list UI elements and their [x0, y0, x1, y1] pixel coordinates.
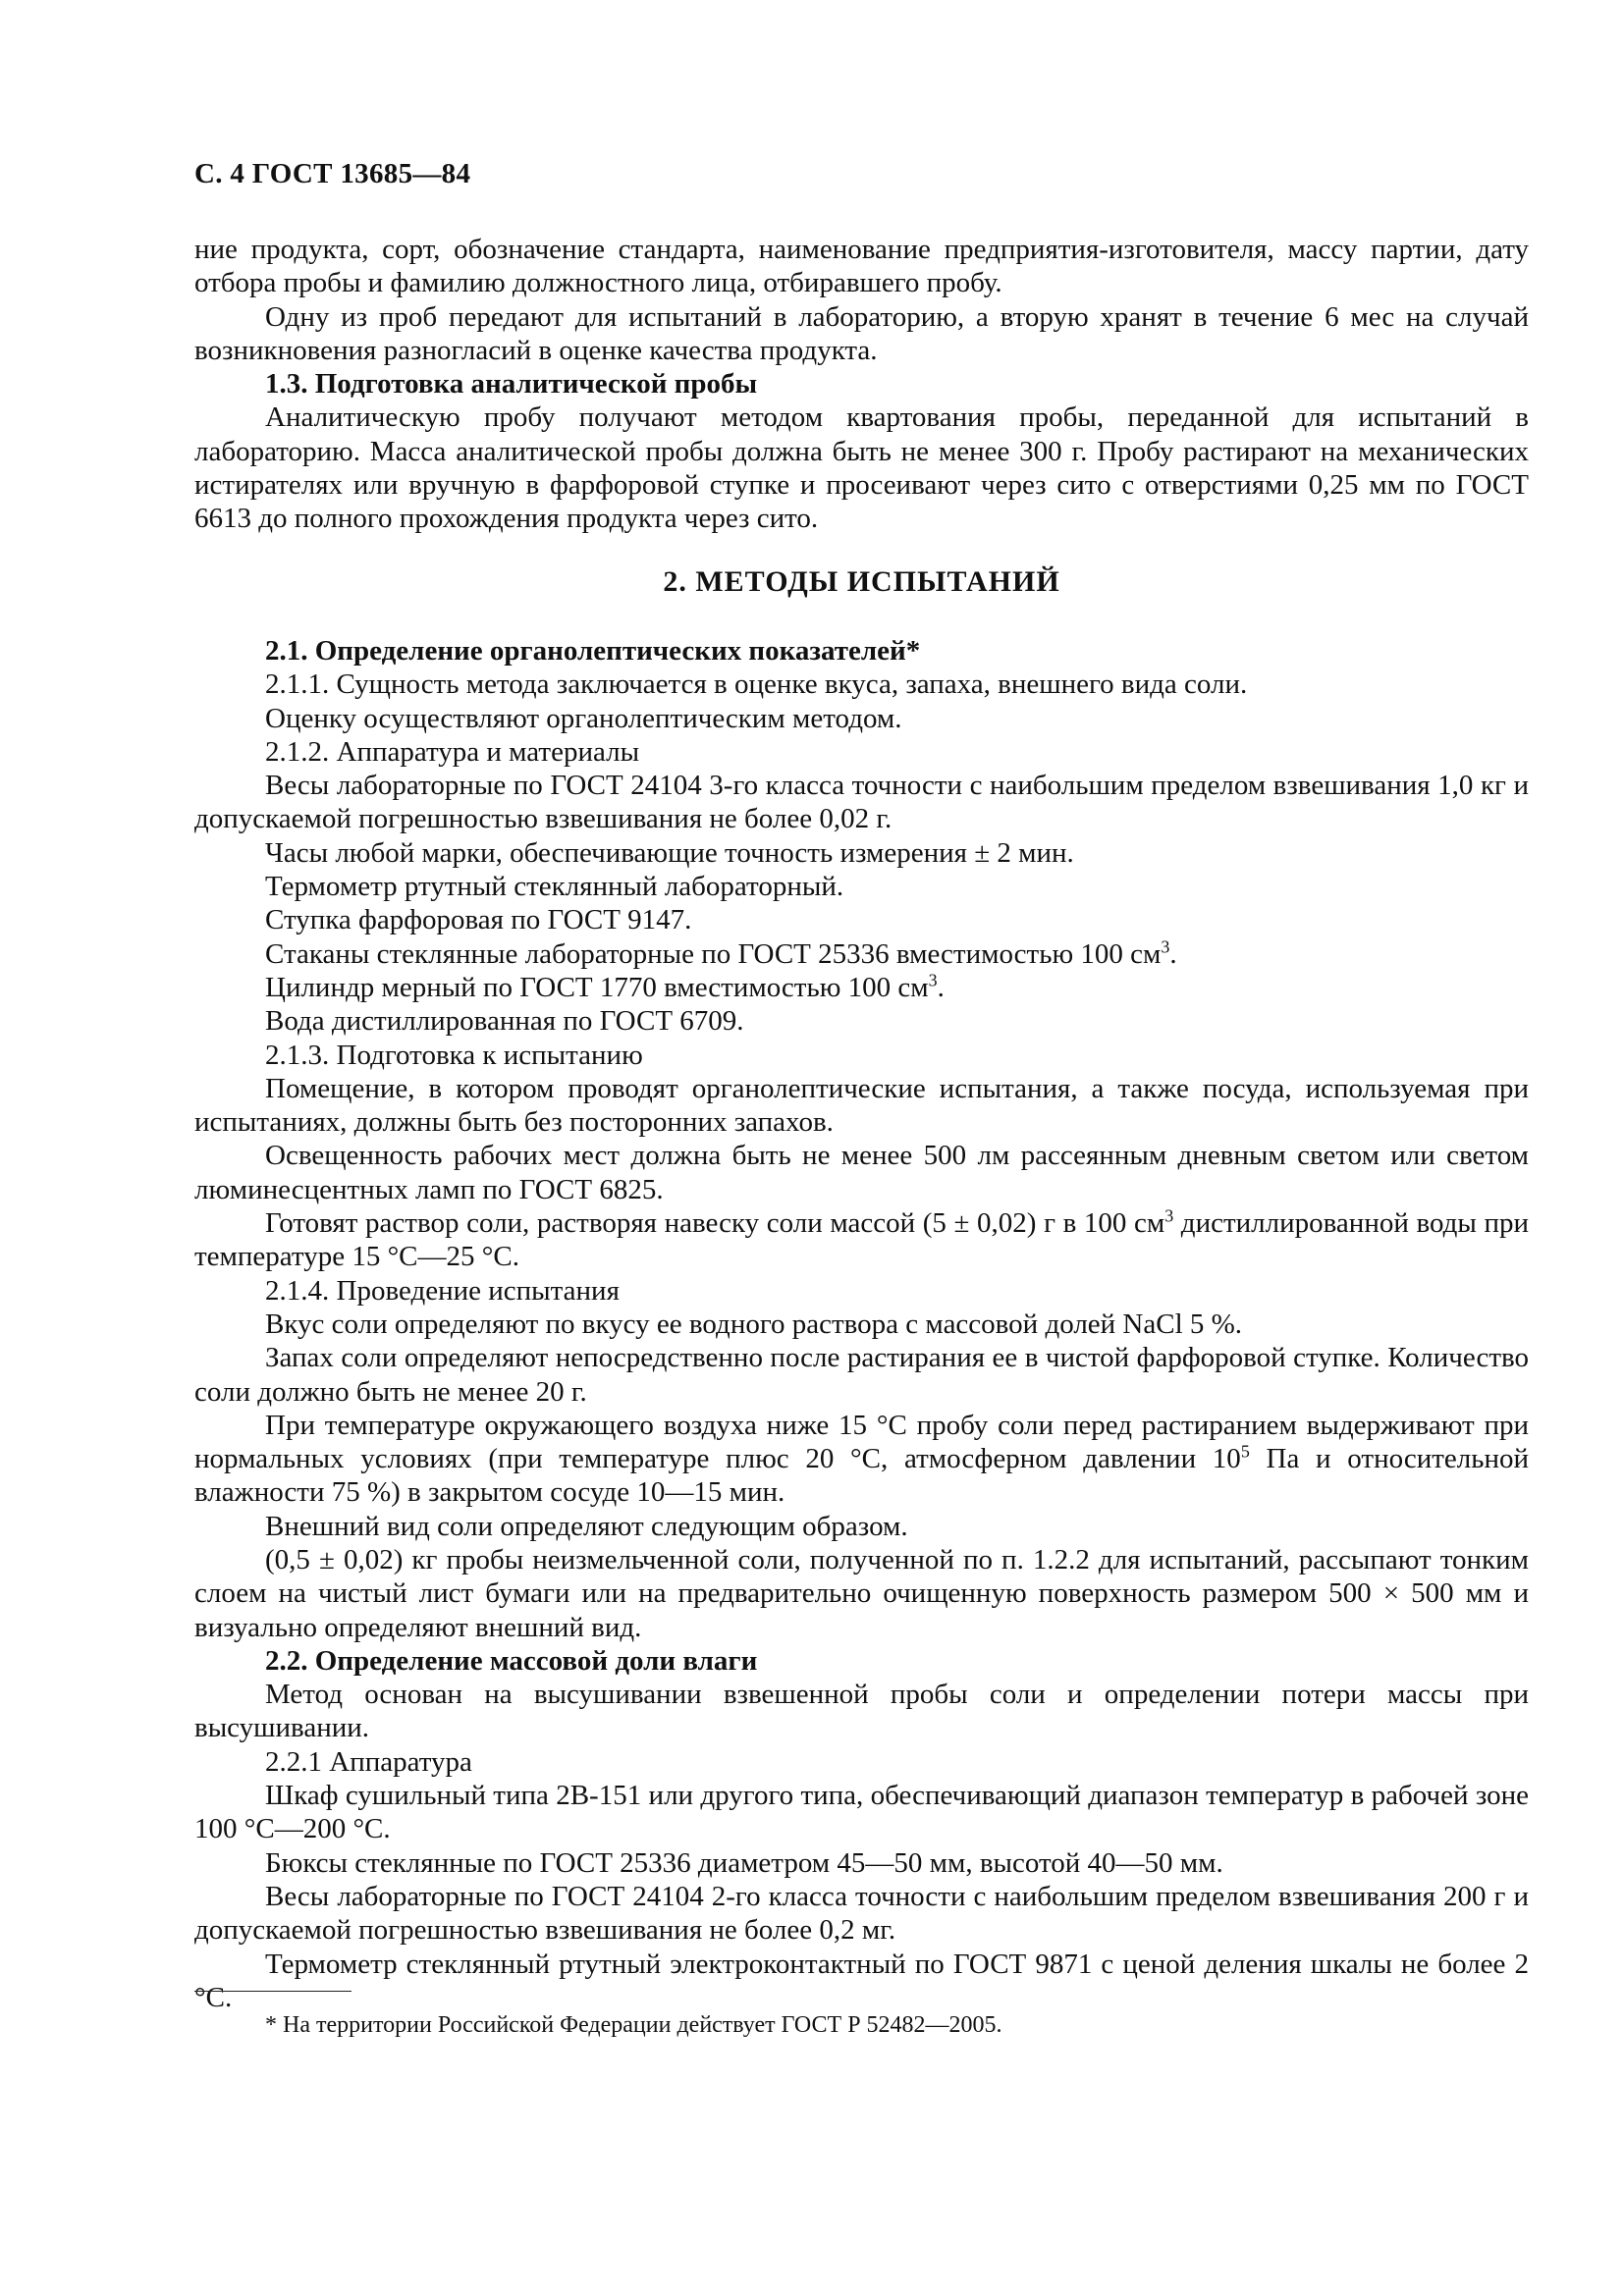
- paragraph: Весы лабораторные по ГОСТ 24104 3-го класса точности с наибольшим пределом взвешивания 1,0 кг и допускаемой погрешностью взвешивания не более 0,02 г.: [194, 770, 1529, 835]
- document-body: [194, 233, 1529, 2014]
- text-run: При температуре окружающего воздуха ниже 15 °С пробу соли перед растиранием выдерживают при нормальных условиях (при температуре плюс 20 °С, атмосферном давлении 10: [194, 1409, 1529, 1475]
- paragraph: Термометр стеклянный ртутный электроконтактный по ГОСТ 9871 с ценой деления шкалы не более 2 °С.: [194, 1948, 1529, 2013]
- paragraph: [194, 1206, 1529, 1274]
- paragraph: Внешний вид соли определяют следующим образом.: [265, 1510, 908, 1542]
- paragraph: Метод основан на высушивании взвешенной пробы соли и определении потери массы при высушивании.: [194, 1679, 1529, 1744]
- text-run: дистиллированной воды при температуре 15 °С—25 °С.: [194, 1207, 1530, 1273]
- section-heading-2-1: 2.1. Определение органолептических показателей*: [265, 634, 921, 667]
- superscript: 3: [1164, 1205, 1174, 1226]
- paragraph: (0,5 ± 0,02) кг пробы неизмельченной соли, полученной по п. 1.2.2 для испытаний, рассыпают тонким слоем на чистый лист бумаги или на предварительно очищенную поверхность размером 500 × 500 мм и визуально определяют внешний вид.: [194, 1543, 1529, 1643]
- paragraph: 2.1.1. Сущность метода заключается в оценке вкуса, запаха, внешнего вида соли.: [265, 668, 1248, 701]
- paragraph: Весы лабораторные по ГОСТ 24104 2-го класса точности с наибольшим пределом взвешивания 200 г и допускаемой погрешностью взвешивания не более 0,2 мг.: [194, 1880, 1529, 1947]
- paragraph: Освещенность рабочих мест должна быть не менее 500 лм рассеянным дневным светом или светом люминесцентных ламп по ГОСТ 6825.: [194, 1140, 1529, 1205]
- paragraph: Ступка фарфоровая по ГОСТ 9147.: [265, 904, 692, 936]
- paragraph: Помещение, в котором проводят органолептические испытания, а также посуда, используемая при испытаниях, должны быть без посторонних запахов.: [194, 1072, 1529, 1139]
- page-header: С. 4 ГОСТ 13685—84: [194, 158, 471, 189]
- paragraph: Шкаф сушильный типа 2В-151 или другого типа, обеспечивающий диапазон температур в рабочей зоне 100 °С—200 °С.: [194, 1780, 1529, 1845]
- paragraph: Запах соли определяют непосредственно после растирания ее в чистой фарфоровой ступке. Количество соли должно быть не менее 20 г.: [194, 1342, 1529, 1408]
- text-run: Стаканы стеклянные лабораторные по ГОСТ 25336 вместимостью 100 см: [265, 937, 1162, 970]
- superscript: 3: [928, 970, 938, 990]
- text-run: Па и относительной влажности 75 %) в закрытом сосуде 10—15 мин.: [194, 1443, 1529, 1509]
- text-run: .: [1169, 937, 1177, 970]
- subsection-heading: 2.1.3. Подготовка к испытанию: [265, 1039, 643, 1071]
- footnote: * На территории Российской Федерации действует ГОСТ Р 52482—2005.: [265, 2012, 1002, 2038]
- footnote-divider: [194, 1991, 352, 1992]
- paragraph: Оценку осуществляют органолептическим методом.: [265, 702, 902, 734]
- section-heading-1-3: 1.3. Подготовка аналитической пробы: [265, 368, 758, 400]
- section-title-2: 2. МЕТОДЫ ИСПЫТАНИЙ: [663, 564, 1060, 598]
- paragraph: Вкус соли определяют по вкусу ее водного раствора с массовой долей NaCl 5 %.: [265, 1308, 1243, 1340]
- text-run: Цилиндр мерный по ГОСТ 1770 вместимостью 100 см: [265, 971, 929, 1003]
- paragraph: Вода дистиллированная по ГОСТ 6709.: [265, 1005, 744, 1038]
- paragraph: Часы любой марки, обеспечивающие точность измерения ± 2 мин.: [265, 836, 1074, 869]
- paragraph: [194, 1409, 1529, 1510]
- paragraph: Аналитическую пробу получают методом квартования пробы, переданной для испытаний в лабораторию. Масса аналитической пробы должна быть не менее 300 г. Пробу растирают на механических истирателях или вручную в фарфоровой ступке и просеивают через сито с отверстиями 0,25 мм по ГОСТ 6613 до полного прохождения продукта через сито.: [194, 401, 1529, 535]
- subsection-heading: 2.1.2. Аппаратура и материалы: [265, 735, 640, 768]
- paragraph: Одну из проб передают для испытаний в лабораторию, а вторую хранят в течение 6 мес на случай возникновения разногласий в оценке качества продукта.: [194, 300, 1529, 366]
- section-heading-2-2: 2.2. Определение массовой доли влаги: [265, 1644, 758, 1677]
- subsection-heading: 2.1.4. Проведение испытания: [265, 1274, 620, 1307]
- subsection-heading: 2.2.1 Аппаратура: [265, 1745, 472, 1778]
- paragraph: [194, 971, 1529, 1004]
- paragraph: Термометр ртутный стеклянный лабораторный.: [265, 871, 844, 903]
- paragraph: ние продукта, сорт, обозначение стандарта, наименование предприятия-изготовителя, массу партии, дату отбора пробы и фамилию должностного лица, отбиравшего пробу.: [194, 234, 1529, 299]
- superscript: 3: [1161, 935, 1170, 956]
- text-run: .: [937, 971, 945, 1003]
- text-run: Готовят раствор соли, растворяя навеску соли массой (5 ± 0,02) г в 100 см: [265, 1207, 1165, 1240]
- paragraph: Бюксы стеклянные по ГОСТ 25336 диаметром 45—50 мм, высотой 40—50 мм.: [265, 1846, 1223, 1879]
- paragraph: [194, 937, 1529, 971]
- superscript: 5: [1240, 1441, 1250, 1462]
